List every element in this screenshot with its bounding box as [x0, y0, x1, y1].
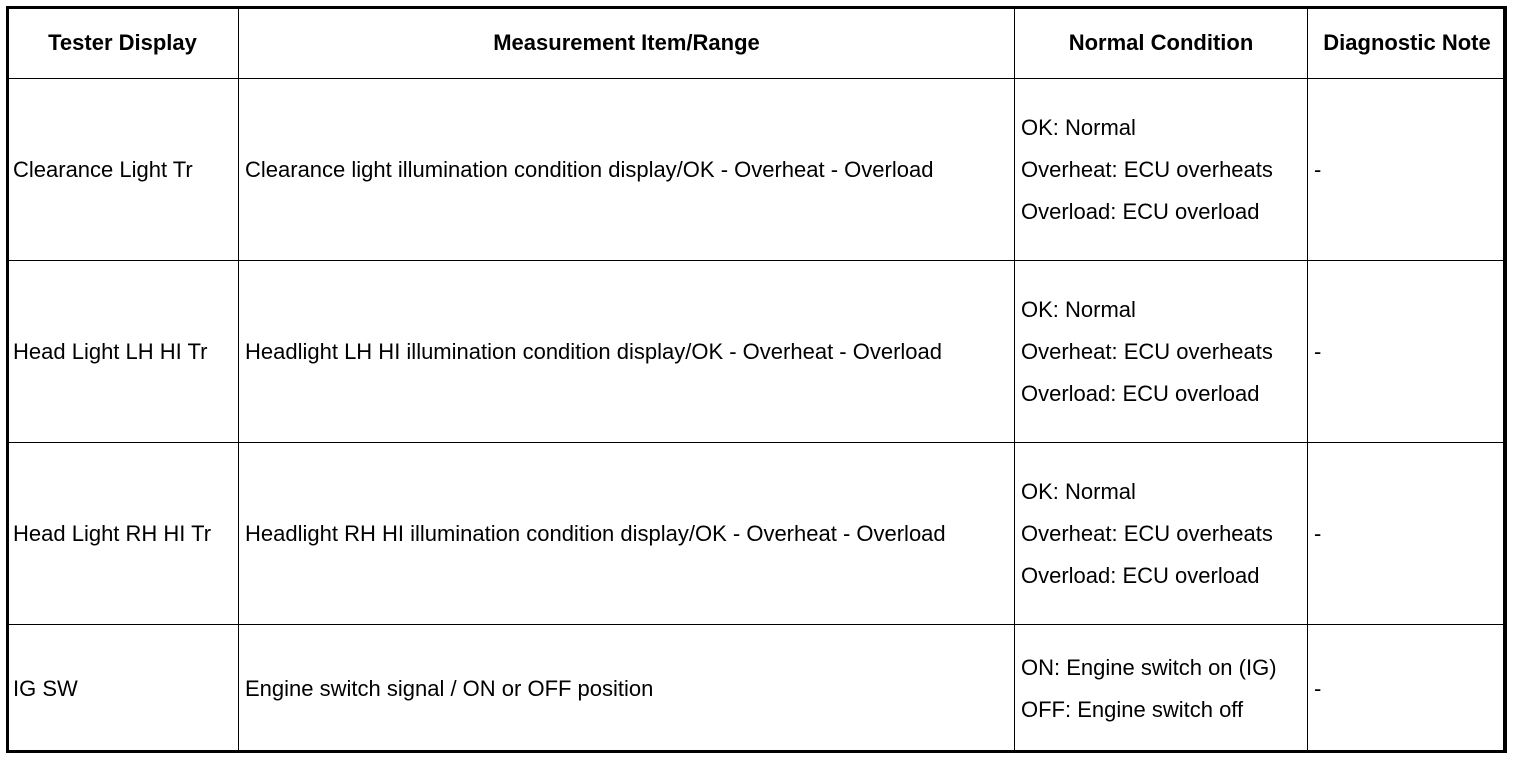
diagnostic-note-cell: -: [1308, 443, 1507, 625]
header-normal-condition: Normal Condition: [1015, 7, 1308, 79]
header-diagnostic-note: Diagnostic Note: [1308, 7, 1507, 79]
table-header-row: [7, 7, 1507, 79]
condition-line: OK: Normal: [1021, 114, 1136, 140]
table-row: [7, 79, 1507, 261]
data-list-table: [6, 6, 1507, 753]
measurement-cell: Headlight RH HI illumination condition display/OK - Overheat - Overload: [239, 443, 1015, 625]
table-row: [7, 443, 1507, 625]
tester-display-cell: Head Light RH HI Tr: [7, 443, 239, 625]
diagnostic-note-cell: -: [1308, 79, 1507, 261]
diagnostic-note-cell: -: [1308, 625, 1507, 753]
tester-display-cell: IG SW: [7, 625, 239, 753]
condition-line: Overheat: ECU overheats: [1021, 520, 1273, 546]
measurement-cell: Engine switch signal / ON or OFF position: [239, 625, 1015, 753]
condition-line: Overload: ECU overload: [1021, 562, 1260, 588]
condition-line: OFF: Engine switch off: [1021, 696, 1244, 722]
tester-display-cell: Clearance Light Tr: [7, 79, 239, 261]
condition-line: ON: Engine switch on (IG): [1021, 654, 1277, 680]
measurement-cell: Clearance light illumination condition display/OK - Overheat - Overload: [239, 79, 1015, 261]
header-tester-display: Tester Display: [7, 7, 239, 79]
table-row: [7, 625, 1507, 753]
condition-line: Overheat: ECU overheats: [1021, 338, 1273, 364]
normal-condition-cell: [1015, 625, 1308, 753]
normal-condition-cell: [1015, 79, 1308, 261]
table-row: [7, 261, 1507, 443]
condition-line: Overload: ECU overload: [1021, 198, 1260, 224]
diagnostic-note-cell: -: [1308, 261, 1507, 443]
tester-display-cell: Head Light LH HI Tr: [7, 261, 239, 443]
measurement-cell: Headlight LH HI illumination condition display/OK - Overheat - Overload: [239, 261, 1015, 443]
normal-condition-cell: [1015, 443, 1308, 625]
normal-condition-cell: [1015, 261, 1308, 443]
condition-line: Overload: ECU overload: [1021, 380, 1260, 406]
header-measurement-item: Measurement Item/Range: [239, 7, 1015, 79]
condition-line: Overheat: ECU overheats: [1021, 156, 1273, 182]
condition-line: OK: Normal: [1021, 296, 1136, 322]
condition-line: OK: Normal: [1021, 478, 1136, 504]
